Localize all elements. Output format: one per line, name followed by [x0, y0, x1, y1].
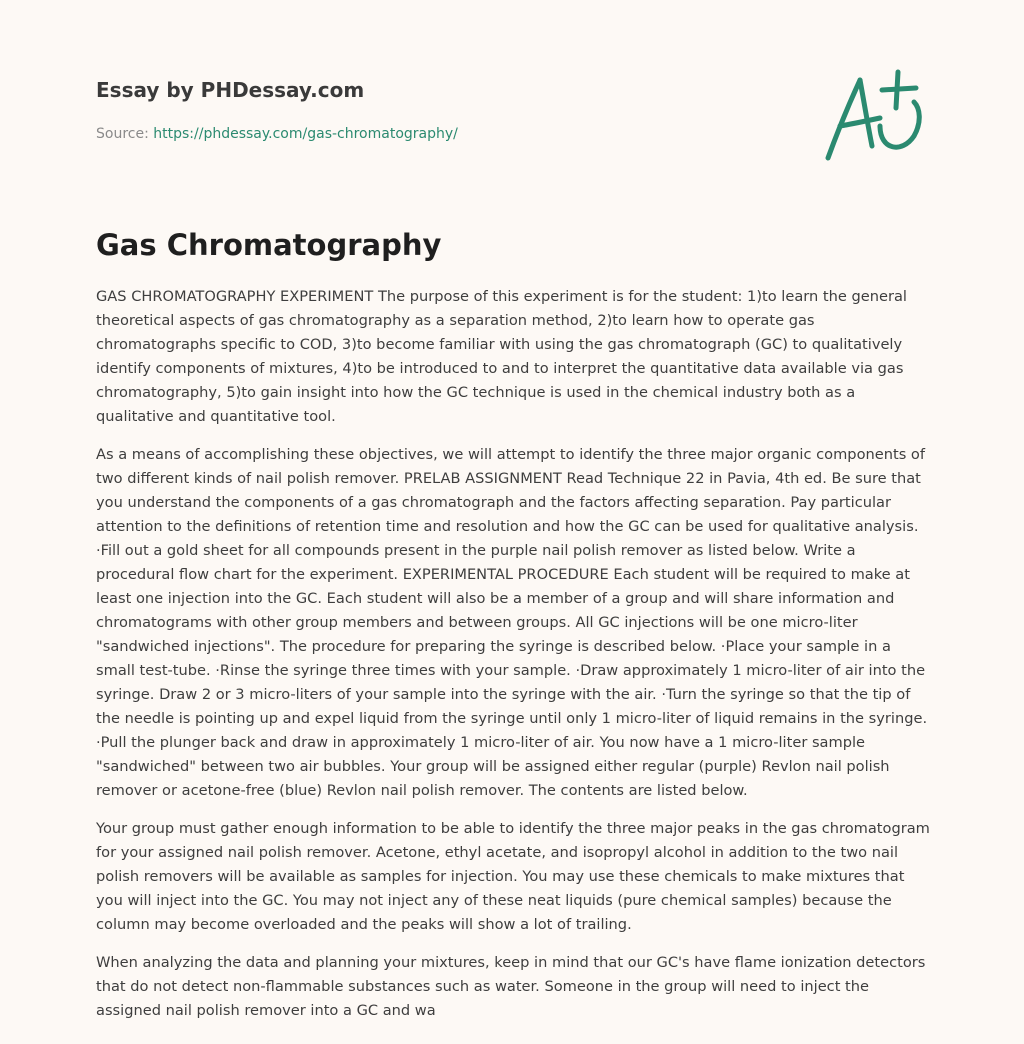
paragraph: GAS CHROMATOGRAPHY EXPERIMENT The purpose of this experiment is for the student: 1)to learn the general theoretical aspects of gas chromatography as a separation method, 2)to learn how to operate gas chromatographs specific to COD, 3)to become familiar with using the gas chromatograph (GC) to qualitatively identify components of mixtures, 4)to be introduced to and to interpret the quantitative data available via gas chromatography, 5)to gain insight into how the GC technique is used in the chemical industry both as a qualitative and quantitative tool. [96, 288, 907, 425]
paragraph: When analyzing the data and planning your mixtures, keep in mind that our GC's have flame ionization detectors that do not detect non-flammable substances such as water. Someone in the group will need to inject the assigned nail polish remover into a GC and wa [96, 954, 926, 1019]
paragraph: Your group must gather enough information to be able to identify the three major peaks in the gas chromatogram for your assigned nail polish remover. Acetone, ethyl acetate, and isopropyl alcohol in addition to the two nail polish removers will be available as samples for injection. You may use these chemicals to make mixtures that you will inject into the GC. You may not inject any of these neat liquids (pure chemical samples) because the column may become overloaded and the peaks will show a lot of trailing. [96, 820, 930, 933]
paragraph: As a means of accomplishing these objectives, we will attempt to identify the three major organic components of two different kinds of nail polish remover. PRELAB ASSIGNMENT Read Technique 22 in Pavia, 4th ed. Be sure that you understand the components of a gas chromatograph and the factors affecting separation. Pay particular attention to the definitions of retention time and resolution and how the GC can be used for qualitative analysis. ·Fill out a gold sheet for all compounds present in the purple nail polish remover as listed below. Write a procedural flow chart for the experiment. EXPERIMENTAL PROCEDURE Each student will be required to make at least one injection into the GC. Each student will also be a member of a group and will share information and chromatograms with other group members and between groups. All GC injections will be one micro-liter "sandwiched injections". The procedure for preparing the syringe is described below. ·Place your sample in a small test-tube. ·Rinse the syringe three times with your sample. ·Draw approximately 1 micro-liter of air into the syringe. Draw 2 or 3 micro-liters of your sample into the syringe with the air. ·Turn the syringe so that the tip of the needle is pointing up and expel liquid from the syringe until only 1 micro-liter of liquid remains in the syringe. ·Pull the plunger back and draw in approximately 1 micro-liter of air. You now have a 1 micro-liter sample "sandwiched" between two air bubbles. Your group will be assigned either regular (purple) Revlon nail polish remover or acetone-free (blue) Revlon nail polish remover. The contents are listed below. [96, 446, 928, 799]
source-line [96, 124, 796, 144]
a-plus-logo-icon [822, 66, 928, 166]
site-brand: Essay by PHDessay.com [96, 78, 365, 102]
page-title: Gas Chromatography [96, 228, 442, 262]
essay-body [96, 285, 932, 1037]
page-header [96, 76, 796, 144]
source-link[interactable]: https://phdessay.com/gas-chromatography/ [153, 126, 458, 142]
source-label: Source: [96, 126, 154, 142]
